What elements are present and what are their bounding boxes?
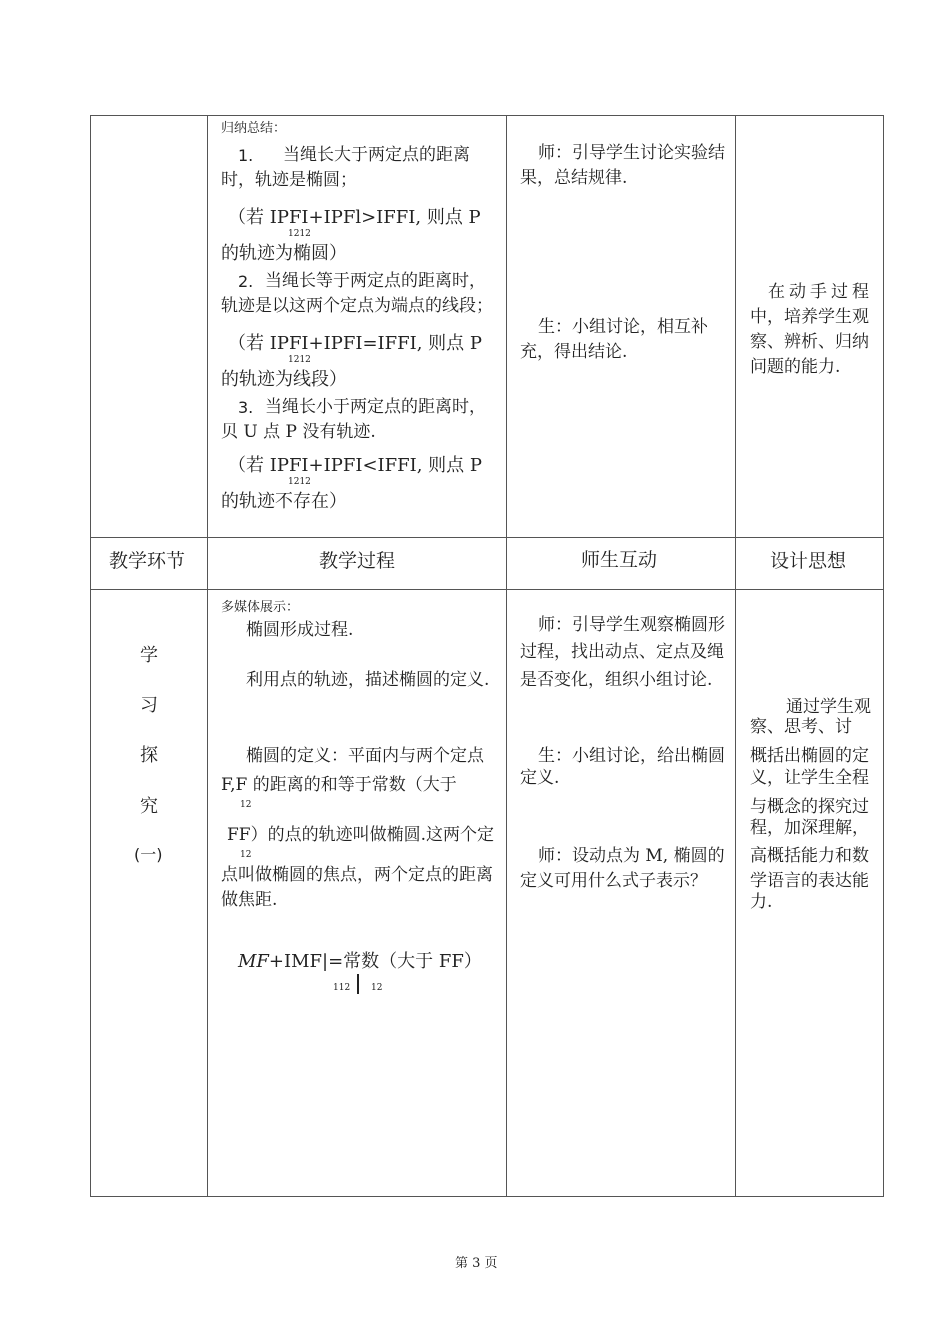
formula-rest: +IMF|=常数（大于 FF）	[268, 951, 482, 972]
teacher-formula-line2: 定义可用什么式子表示？	[520, 871, 707, 891]
condition-1-subscripts: 1212	[288, 229, 311, 239]
header-interaction: 师生互动	[581, 549, 658, 571]
design-line6: 程，加深理解，	[750, 818, 869, 838]
summary-item-1-line2: 时，轨迹是椭圆；	[221, 170, 357, 190]
stage-char-3: 探	[140, 745, 158, 766]
summary-item-3-line1: 当绳长小于两定点的距离时，	[265, 397, 486, 417]
design-intent-line2: 中，培养学生观	[750, 307, 869, 327]
stage-char-2: 习	[140, 695, 158, 716]
condition-3-subscripts: 1212	[288, 477, 311, 487]
stage-char-4: 究	[140, 796, 158, 817]
row-divider-header-top	[90, 537, 884, 538]
definition-line1: 椭圆的定义：平面内与两个定点	[246, 746, 484, 766]
design-intent-line4: 问题的能力.	[750, 357, 841, 377]
design-line5: 与概念的探究过	[750, 797, 869, 817]
student-discussion-line1: 生：小组讨论，相互补	[538, 317, 708, 337]
definition-line3: FF）的点的轨迹叫做椭圆.这两个定	[227, 825, 494, 845]
teacher-formula-line1: 师：设动点为 M, 椭圆的	[538, 846, 725, 866]
definition-line5: 做焦距.	[221, 890, 278, 910]
definition-subscript-2: 12	[240, 850, 252, 860]
teacher-observe-line2: 过程，找出动点、定点及绳	[520, 642, 724, 662]
condition-1: （若 IPFI+IPFl>IFFI, 则点 P	[228, 207, 481, 228]
condition-2-subscripts: 1212	[288, 355, 311, 365]
process-line-trajectory: 利用点的轨迹，描述椭圆的定义.	[246, 670, 490, 690]
condition-3-result: 的轨迹不存在）	[221, 491, 347, 512]
summary-item-3-line2: 贝 U 点 P 没有轨迹.	[221, 422, 376, 442]
summary-item-1-line1: 当绳长大于两定点的距离	[283, 145, 470, 165]
teacher-observe-line1: 师：引导学生观察椭圆形	[538, 615, 725, 635]
lesson-table	[90, 115, 884, 1197]
design-line3: 概括出椭圆的定	[750, 746, 869, 766]
student-definition-line2: 定义.	[520, 768, 560, 788]
summary-item-1-number: 1.	[238, 146, 254, 165]
design-line9: 力.	[750, 892, 773, 912]
formula	[238, 951, 482, 973]
student-discussion-line2: 充，得出结论.	[520, 342, 628, 362]
design-line7: 高概括能力和数	[750, 846, 869, 866]
row-divider-header-bottom	[90, 589, 884, 590]
column-divider-2	[506, 115, 507, 1197]
page-number: 第 3 页	[455, 1256, 498, 1271]
condition-2: （若 IPFI+IPFI=IFFI, 则点 P	[228, 333, 483, 354]
design-line2: 察、思考、讨	[750, 717, 852, 737]
formula-subscript-1: 112	[333, 983, 351, 993]
stage-char-1: 学	[140, 645, 158, 666]
teacher-guidance-line2: 果，总结规律.	[520, 168, 628, 188]
definition-line2: F,F 的距离的和等于常数（大于	[221, 775, 457, 795]
column-divider-3	[735, 115, 736, 1197]
column-divider-1	[207, 115, 208, 1197]
design-line1: 通过学生观	[786, 697, 871, 717]
header-teaching-stage: 教学环节	[109, 550, 186, 572]
process-line-ellipse-formation: 椭圆形成过程.	[246, 620, 354, 640]
summary-item-2-line1: 当绳长等于两定点的距离时，	[265, 271, 486, 291]
summary-item-2-line2: 轨迹是以这两个定点为端点的线段；	[221, 296, 493, 316]
formula-mf: MF	[238, 951, 269, 972]
design-intent-line3: 察、辨析、归纳	[750, 332, 869, 352]
student-definition-line1: 生：小组讨论，给出椭圆	[538, 746, 725, 766]
condition-1-result: 的轨迹为椭圆）	[221, 243, 347, 264]
teacher-guidance-line1: 师：引导学生讨论实验结	[538, 143, 725, 163]
condition-2-result: 的轨迹为线段）	[221, 369, 347, 390]
summary-heading: 归纳总结：	[221, 121, 287, 136]
summary-item-2-number: 2.	[238, 272, 254, 291]
summary-item-3-number: 3.	[238, 398, 254, 417]
header-design-thinking: 设计思想	[770, 550, 847, 572]
formula-bar	[357, 974, 359, 994]
design-intent-line1: 在动手过程	[768, 282, 873, 302]
design-line4: 义，让学生全程	[750, 768, 869, 788]
definition-subscript-1: 12	[240, 800, 252, 810]
definition-line4: 点叫做椭圆的焦点，两个定点的距离	[221, 865, 493, 885]
header-teaching-process: 教学过程	[319, 550, 396, 572]
teacher-observe-line3: 是否变化，组织小组讨论.	[520, 670, 713, 690]
stage-number: (一)	[134, 845, 163, 864]
media-heading: 多媒体展示：	[221, 600, 300, 615]
condition-3: （若 IPFI+IPFI<IFFI, 则点 P	[228, 455, 483, 476]
formula-subscript-2: 12	[371, 983, 383, 993]
design-line8: 学语言的表达能	[750, 871, 869, 891]
